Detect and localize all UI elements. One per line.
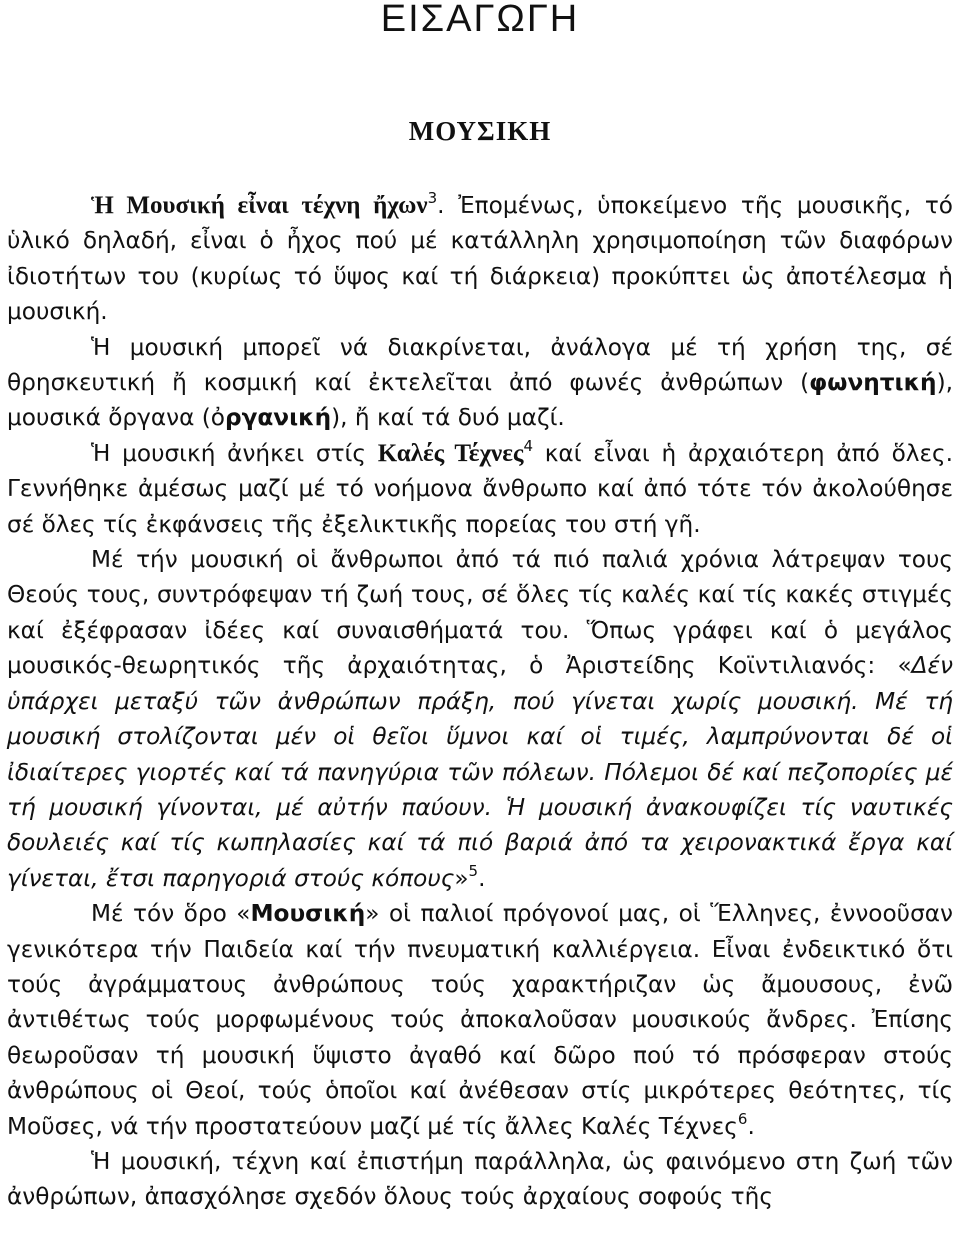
paragraph-6: Ἡ μουσική, τέχνη καί ἐπιστήμη παράλληλα, ὡς φαινόμενο στη ζωή τῶν ἀνθρώπων, ἀπασχόλησε σχεδόν ὅλους τούς ἀρχαίους σοφούς τῆς: [7, 1147, 953, 1211]
section-title: ΜΟΥΣΙΚΗ: [408, 116, 552, 146]
footnote-ref-5[interactable]: 5: [468, 861, 479, 880]
footnote-ref-6[interactable]: 6: [737, 1109, 748, 1128]
chapter-title: ΕΙΣΑΓΩΓΗ: [380, 0, 580, 40]
body-text: [7, 188, 953, 1215]
term-mousiki: Μουσική: [250, 900, 366, 928]
term-fine-arts: Καλές Τέχνες: [377, 439, 524, 467]
paragraph-4: Μέ τήν μουσική οἱ ἄνθρωποι ἀπό τά πιό παλιά χρόνια λάτρεψαν τους Θεούς τους, συντρόφεψαν τή ζωή τους, σέ ὅλες τίς καλές καί τίς κακές στιγμές καί ἐξέφρασαν ἰδέες καί συναισθήματά του. Ὅπως γράφει καί ὁ μεγάλος μουσικός-θεωρητικός τῆς ἀρχαιότητας, ὁ Ἀριστείδης Κοϊντιλιανός: «Δέν ὑπάρχει μεταξύ τῶν ἀνθρώπων πράξη, πού γίνεται χωρίς μουσική. Μέ τή μουσική στολίζονται μέν οἱ θεῖοι ὕμνοι καί οἱ τιμές, λαμπρύνονται δέ οἱ ἰδιαίτερες γιορτές καί τά πανηγύρια τῶν πόλεων. Πόλεμοι δέ καί πεζοπορίες μέ τή μουσική γίνονται, μέ αὐτήν παύουν. Ἡ μουσική ἀνακουφίζει τίς ναυτικές δουλειές καί τίς κωπηλασίες καί τά πιό βαριά ἀπό τα χειρονακτικά ἔργα καί γίνεται, ἔτσι παρηγοριά στούς κόπους»$^5$.: [7, 546, 953, 892]
paragraph-5: Μέ τόν ὅρο «Μουσική» οἱ παλιοί πρόγονοί μας, οἱ Ἕλληνες, ἐννοοῦσαν γενικότερα τήν Παιδεία καί τήν πνευματική καλλιέργεια. Εἶναι ἐνδεικτικό ὅτι τούς ἀγράμματους ἀνθρώπους τούς χαρακτήριζαν ὡς ἄμουσους, ἐνῶ ἀντιθέτως τούς μορφωμένους τούς ἀποκαλοῦσαν μουσικούς ἄνδρες. Ἐπίσης θεωροῦσαν τή μουσική ὕψιστο ἀγαθό καί δῶρο πού τό πρόσφεραν στούς ἀνθρώπους οἱ Θεοί, τούς ὁποῖοι καί ἀνέθεσαν στίς μικρότερες θεότητες, τίς Μοῦσες, νά τήν προστατεύουν μαζί μέ τίς ἄλλες Καλές Τέχνες$^6$.: [7, 900, 954, 1140]
footnote-ref-4[interactable]: 4: [523, 436, 533, 455]
quotation: Δέν ὑπάρχει μεταξύ τῶν ἀνθρώπων πράξη, πού γίνεται χωρίς μουσική. Μέ τή μουσική στολίζονται μέν οἱ θεῖοι ὕμνοι καί οἱ τιμές, λαμπρύνονται δέ οἱ ἰδιαίτερες γιορτές καί τά πανηγύρια τῶν πόλεων. Πόλεμοι δέ καί πεζοπορίες μέ τή μουσική γίνονται, μέ αὐτήν παύουν. Ἡ μουσική ἀνακουφίζει τίς ναυτικές δουλειές καί τίς κωπηλασίες καί τά πιό βαριά ἀπό τα χειρονακτικά ἔργα καί γίνεται, ἔτσι παρηγοριά στούς κόπους: [7, 652, 953, 892]
paragraph-2: Ἡ μουσική μπορεῖ νά διακρίνεται, ἀνάλογα μέ τή χρήση της, σέ θρησκευτική ἤ κοσμική καί ἐκτελεῖται ἀπό φωνές ἀνθρώπων (φωνητική), μουσικά ὄργανα (ὀργανική), ἤ καί τά δυό μαζί.: [7, 333, 953, 432]
term-instrumental: ργανική: [224, 404, 332, 432]
term-vocal: φωνητική: [809, 369, 937, 397]
footnote-ref-3[interactable]: 3: [427, 189, 438, 207]
paragraph-3: Ἡ μουσική ἀνήκει στίς Καλές Τέχνες$^4$ καί εἶναι ἡ ἀρχαιότερη ἀπό ὅλες. Γεννήθηκε ἀμέσως μαζί μέ τό νοήμονα ἄνθρωπο καί ἀπό τότε τόν ἀκολούθησε σέ ὅλες τίς ἐκφάνσεις τῆς ἐξελικτικῆς πορείας του στή γῆ.: [7, 436, 953, 538]
page: [7, 0, 953, 1215]
lead-bold: Ἡ Μουσική εἶναι τέχνη ἤχων: [91, 192, 428, 219]
paragraph-1: Ἡ Μουσική εἶναι τέχνη ἤχων$^3$. Ἐπομένως, ὑποκείμενο τῆς μουσικῆς, τό ὑλικό δηλαδή, εἶναι ὁ ἦχος πού μέ κατάλληλη χρησιμοποίηση τῶν διαφόρων ἰδιοτήτων του (κυρίως τό ὕψος καί τή διάρκεια) προκύπτει ὡς ἀποτέλεσμα ἡ μουσική.: [7, 189, 953, 326]
